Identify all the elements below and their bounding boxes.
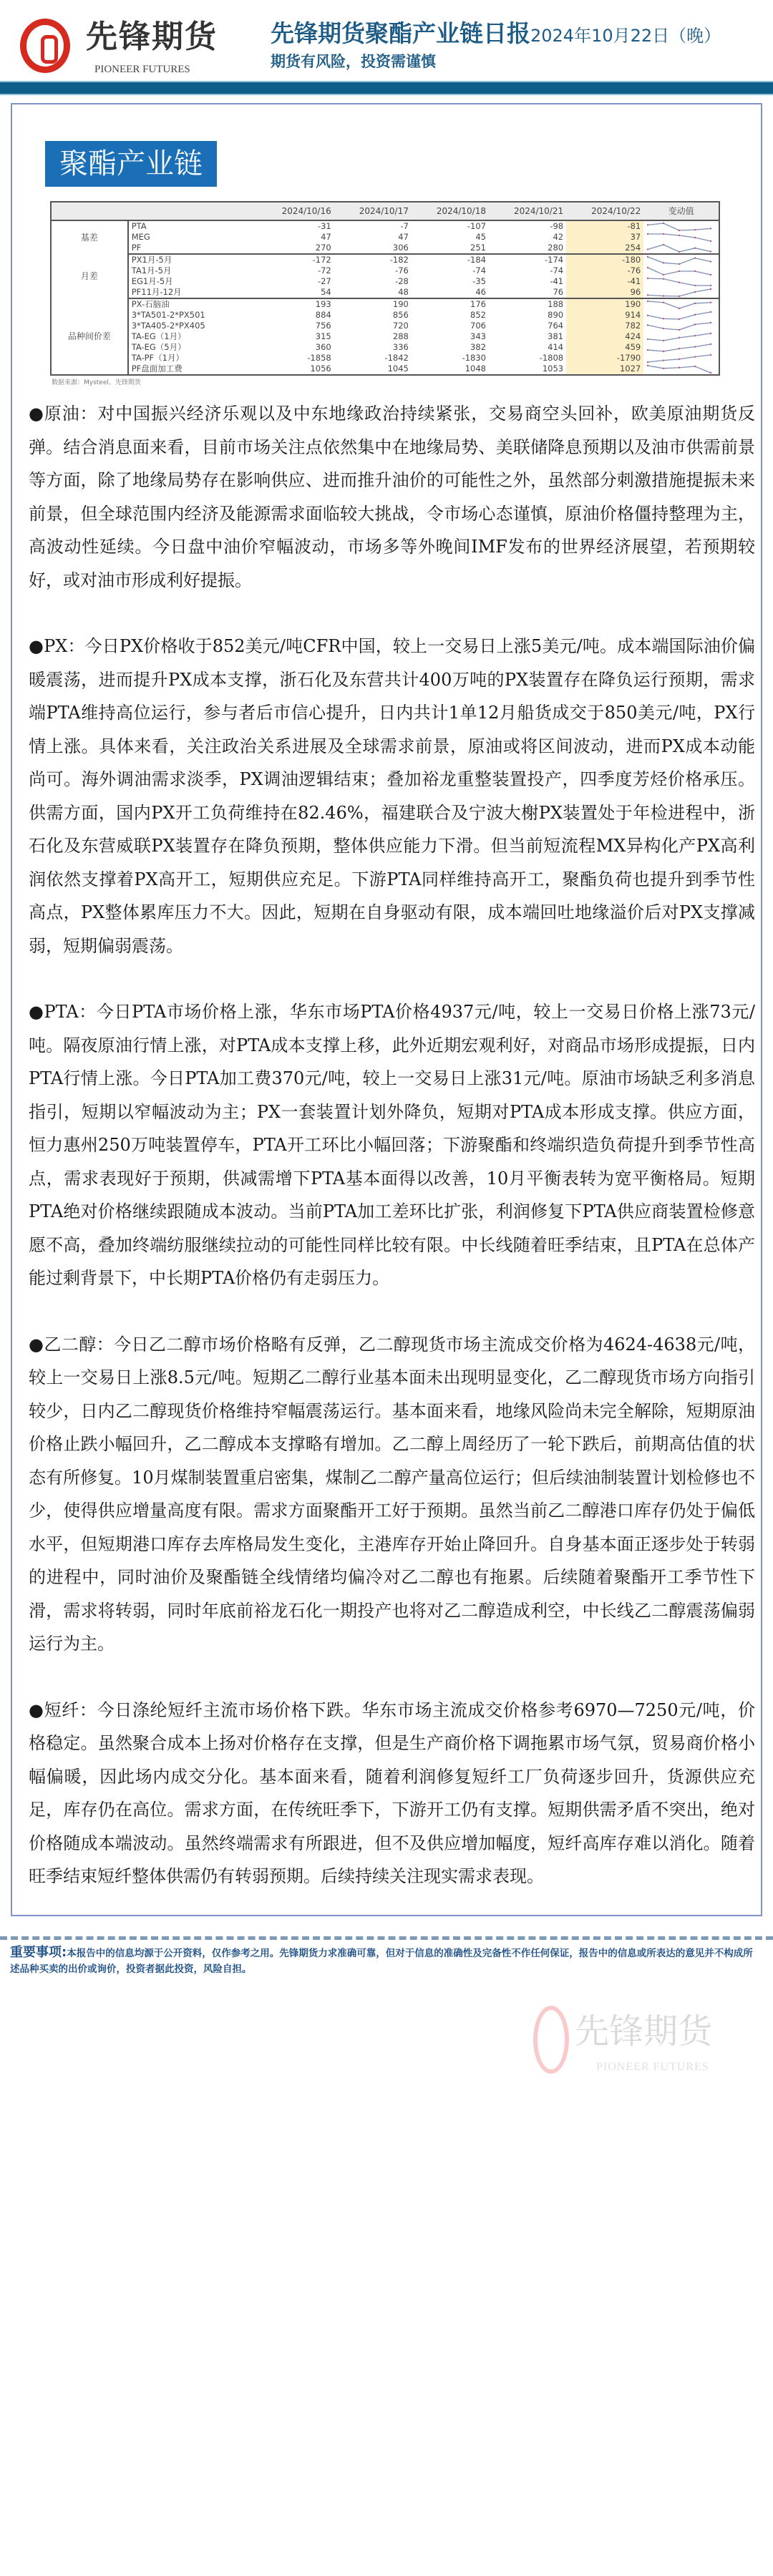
logo-emblem-icon [20,19,70,73]
table-row [51,331,719,342]
sparkline-point [647,277,648,278]
column-header-change: 变动值 [643,202,719,220]
cell-value: -107 [467,221,486,231]
sparkline [643,353,715,364]
sparkline-point [679,348,680,349]
sparkline-point [679,318,680,319]
cell-value: -1842 [384,353,409,363]
report-title-text: 先锋期货聚酯产业链日报 [271,19,530,47]
sparkline-cell [643,310,719,321]
table-row [51,364,719,375]
sparkline [643,266,715,276]
sparkline-cell [643,342,719,353]
sparkline-cell [643,276,719,287]
cell-value: 47 [398,232,409,242]
row-item-label: 3*TA501-2*PX501 [131,310,205,320]
cell-value: -74 [550,265,564,275]
sparkline-point [710,250,711,252]
cell-value: 764 [548,321,564,331]
sparkline-point [710,228,711,229]
sparkline-point [710,332,711,333]
row-group-label: 品种间价差 [51,298,128,375]
cell-value: 251 [412,243,489,254]
sparkline-line [648,223,711,230]
sparkline-point [694,247,696,248]
column-header-date: 2024/10/17 [334,202,412,220]
cell-value: 1056 [257,364,334,375]
cell-value: 42 [553,232,564,242]
sparkline-cell [643,232,719,243]
logo-watermark [533,2006,755,2099]
sparkline-point [679,328,680,330]
sparkline-point [710,273,711,275]
sparkline [643,343,715,353]
row-item-label: MEG [131,232,150,242]
cell-value: -184 [467,255,486,265]
cell-value: -1858 [307,353,331,363]
table-row [51,298,719,310]
sparkline-point [679,336,680,338]
cell-value: 381 [548,331,564,341]
sparkline-point [663,359,664,361]
watermark-chinese-name: 先锋期货 [575,2011,713,2051]
row-item-label: PF [128,243,257,254]
sparkline-point [647,364,648,366]
cell-value: -98 [550,221,564,231]
logo-chinese-name: 先锋期货 [86,19,218,55]
sparkline-point [647,348,648,350]
cell-value: -76 [395,265,409,275]
table-row [51,254,719,265]
cell-value: 288 [392,331,409,341]
sparkline-point [647,255,648,257]
disclaimer-text: 本报告中的信息均源于公开资料，仅作参考之用。先锋期货力求准确可靠，但对于信息的准确性及完备性不作任何保证，报告中的信息或所表达的意见并不构成所述品种买卖的出价或询价，投资者据此投资，风险自担。 [10,1947,753,1975]
cell-value: 1027 [566,364,643,375]
content-panel [11,103,762,1916]
cell-value: -41 [550,276,564,286]
cell-value: 315 [315,331,331,341]
sparkline-cell [643,220,719,232]
cell-value: 190 [392,299,409,309]
sparkline [643,321,715,331]
cell-value: -76 [566,265,643,276]
cell-value: -7 [400,221,409,231]
cell-value: -182 [389,255,409,265]
cell-value: -74 [472,265,486,275]
sparkline [643,277,715,287]
pioneer-futures-logo [20,13,235,77]
row-item-label: PF11月-12月 [128,287,257,298]
sparkline-cell [643,331,719,342]
cell-value: 856 [392,310,409,320]
sparkline-point [710,311,711,312]
cell-value: 884 [315,310,331,320]
sparkline-point [679,366,680,368]
sparkline-point [694,257,696,258]
sparkline-point [663,243,664,245]
sparkline-point [663,367,664,369]
cell-value: 280 [489,243,566,254]
paragraph-staple-fiber: ●短纤：今日涤纶短纤主流市场价格下跌。华东市场主流成交价格参考6970—7250元/吨，价格稳定。虽然聚合成本上扬对价格存在支撑，但是生产商价格下调拖累市场气氛，贸易商价格小幅偏暖，因此场内成交分化。基本面来看，随着利润修复短纤工厂负荷逐步回升，货源供应充足，库存仍在高位。需求方面，在传统旺季下，下游开工仍有支撑。短期供需矛盾不突出，绝对价格随成本端波动。虽然终端需求有所跟进，但不及供应增加幅度，短纤高库存难以消化。随着旺季结束短纤整体供需仍有转弱预期。后续持续关注现实需求表现。 [29,1699,755,1886]
sparkline-point [647,314,648,316]
cell-value: 336 [392,342,409,352]
row-item-label: PF盘面加工费 [128,364,257,375]
row-item-label: PX-石脑油 [131,299,170,309]
cell-value: 306 [334,243,412,254]
sparkline-point [710,284,711,286]
cell-value: 96 [566,287,643,298]
row-item-label: TA1月-5月 [131,265,172,275]
sparkline [643,233,715,243]
table-header-row [51,202,719,220]
cell-value: 382 [470,342,486,352]
cell-value: 1053 [489,364,566,375]
cell-value: 190 [566,298,643,310]
cell-value: -81 [566,220,643,232]
table-row [51,220,719,232]
sparkline-cell [643,353,719,364]
cell-value: -1808 [539,353,564,363]
cell-value: -180 [566,254,643,265]
sparkline-line [648,323,711,330]
cell-value: 1048 [412,364,489,375]
cell-value: 706 [470,321,486,331]
sparkline-point [679,307,680,308]
cell-value: 1045 [334,364,412,375]
row-item-label: 3*TA405-2*PX405 [131,321,205,331]
sparkline-point [679,295,680,296]
row-group-label: 基差 [51,220,128,254]
logo-english-name: PIONEER FUTURES [94,64,190,75]
sparkline-point [694,346,696,347]
cell-value: 47 [321,232,331,242]
sparkline-point [710,353,711,355]
table-row [51,310,719,321]
sparkline-point [694,313,696,315]
sparkline-point [679,234,680,235]
sparkline-point [710,240,711,241]
header-item-blank [128,202,257,220]
spread-table [50,201,720,376]
paragraph-crude-oil: ●原油：对中国振兴经济乐观以及中东地缘政治持续紧张，交易商空头回补，欧美原油期货反弹。结合消息面来看，目前市场关注点依然集中在地缘局势、美联储降息预期以及油市供需前景等方面，除了地缘局势存在影响供应、进而推升油价的可能性之外，虽然部分刺激措施提振未来前景，但全球范围内经济及能源需求面临较大挑战，令市场心态谨慎，原油价格僵持整理为主，高波动性延续。今日盘中油价窄幅波动，市场多等外晚间IMF发布的世界经济展望，若预期较好，或对油市形成利好提振。 [29,404,755,590]
sparkline-point [710,371,711,373]
row-group-label: 月差 [51,254,128,298]
cell-value: -27 [317,276,331,286]
row-item-label: TA-PF（1月） [131,353,184,363]
cell-value: 48 [334,287,412,298]
sparkline-point [647,233,648,234]
sparkline-point [694,356,696,357]
cell-value: -172 [312,255,331,265]
sparkline-cell [643,265,719,276]
table-row [51,353,719,364]
column-header-date: 2024/10/22 [566,202,643,220]
sparkline [643,332,715,342]
sparkline-point [710,321,711,323]
row-item-label: TA-EG（5月） [131,342,186,352]
sparkline-line [648,301,711,308]
table-row [51,287,719,298]
sparkline-point [663,339,664,341]
cell-value: 270 [257,243,334,254]
section-title: 聚酯产业链 [45,141,217,187]
sparkline-point [647,248,648,250]
sparkline-line [648,344,711,351]
sparkline-cell [643,364,719,375]
cell-value: 343 [470,331,486,341]
sparkline [643,288,715,298]
cell-value: 414 [548,342,564,352]
column-header-date: 2024/10/21 [489,202,566,220]
sparkline-point [694,236,696,238]
sparkline-point [663,301,664,303]
sparkline-point [694,228,696,230]
cell-value: 37 [566,232,643,243]
cell-value: -41 [566,276,643,287]
sparkline-line [648,257,711,264]
sparkline-point [647,266,648,268]
sparkline-point [663,262,664,263]
cell-value: -72 [317,265,331,275]
cell-value: 45 [475,232,486,242]
watermark-english-name: PIONEER FUTURES [596,2060,709,2073]
footer-divider [0,1936,773,1940]
table-row [51,321,719,331]
header-group-blank [51,202,128,220]
cell-value: -1790 [566,353,643,364]
cell-value: 360 [315,342,331,352]
sparkline-point [663,222,664,223]
cell-value: -35 [472,276,486,286]
cell-value: 188 [548,299,564,309]
spread-table-wrapper [50,201,761,376]
cell-value: 756 [315,321,331,331]
sparkline-point [694,302,696,303]
sparkline-point [663,350,664,351]
sparkline-point [710,260,711,262]
sparkline-line [648,312,711,319]
sparkline-point [679,263,680,264]
cell-value: -174 [545,255,564,265]
sparkline-point [663,278,664,279]
disclaimer-lead: 重要事项: [10,1944,67,1960]
sparkline-point [663,327,664,328]
sparkline-point [679,281,680,283]
table-row [51,276,719,287]
cell-value: -28 [395,276,409,286]
sparkline-point [647,224,648,225]
sparkline-cell [643,243,719,254]
sparkline [643,364,715,374]
cell-value: 720 [392,321,409,331]
sparkline [643,243,715,253]
row-item-label: TA-EG（1月） [131,331,186,341]
row-item-label: EG1月-5月 [131,276,173,286]
table-body [51,220,719,375]
paragraph-meg: ●乙二醇：今日乙二醇市场价格略有反弹，乙二醇现货市场主流成交价格为4624-4638元/吨，较上一交易日上涨8.5元/吨。短期乙二醇行业基本面未出现明显变化，乙二醇现货市场方向指引较少，日内乙二醇现货价格维持窄幅震荡运行。基本面来看，地缘风险尚未完全解除，短期原油价格止跌小幅回升，乙二醇成本支撑略有增加。乙二醇上周经历了一轮下跌后，前期高估值的状态有所修复。10月煤制装置重启密集，煤制乙二醇产量高位运行；但后续油制装置计划检修也不少，使得供应增量高度有限。需求方面聚酯开工好于预期。虽然当前乙二醇港口库存仍处于偏低水平，但短期港口库存去库格局发生变化，主港库存开始止降回升。自身基本面正逐步处于转弱的进程中，同时油价及聚酯链全线情绪均偏冷对乙二醇也有拖累。后续随着聚酯开工季节性下滑，需求将转弱，同时年底前裕龙石化一期投产也将对乙二醇造成利空，中长线乙二醇震荡偏弱运行为主。 [29,1334,755,1654]
sparkline-point [679,270,680,271]
row-item-label: PX1月-5月 [131,255,172,265]
risk-warning: 期货有风险，投资需谨慎 [271,53,436,70]
paragraph-px: ●PX：今日PX价格收于852美元/吨CFR中国，较上一交易日上涨5美元/吨。成本端国际油价偏暖震荡，进而提升PX成本支撑，浙石化及东营共计400万吨的PX装置存在降负运行预期，需求端PTA维持高位运行，参与者后市信心提升，日内共计1单12月船货成交于850美元/吨，PX行情上涨。具体来看，关注政治关系进展及全球需求前景，原油或将区间波动，进而PX成本动能尚可。海外调油需求淡季，PX调油逻辑结束；叠加裕龙重整装置投产，四季度芳烃价格承压。供需方面，国内PX开工负荷维持在82.46%，福建联合及宁波大榭PX装置处于年检进程中，浙石化及东营威联PX装置存在降负预期，整体供应能力下滑。但当前短流程MX异构化产PX高利润依然支撑着PX高开工，短期供应充足。下游PTA同样维持高开工，聚酯负荷也提升到季节性高点，PX整体累库压力不大。因此，短期在自身驱动有限，成本端回吐地缘溢价后对PX支撑减弱，短期偏弱震荡。 [29,636,755,956]
cell-value: 76 [489,287,566,298]
sparkline-point [647,294,648,296]
cell-value: 193 [315,299,331,309]
sparkline-cell [643,254,719,265]
sparkline-point [647,324,648,326]
sparkline-line [648,245,711,252]
sparkline-cell [643,298,719,310]
table-row [51,243,719,254]
watermark-emblem-icon [533,2006,569,2074]
sparkline-point [647,338,648,339]
report-title [271,19,721,51]
cell-value: 176 [470,299,486,309]
sparkline-line [648,289,711,296]
row-item-label: PTA [131,221,147,231]
paragraph-pta: ●PTA：今日PTA市场价格上涨，华东市场PTA价格4937元/吨，较上一交易日价格上涨73元/吨。隔夜原油行情上涨，对PTA成本支撑上移，此外近期宏观利好，对商品市场形成提振，日内PTA行情上涨。今日PTA加工费370元/吨，较上一交易日上涨31元/吨。原油市场缺乏利多消息指引，短期以窄幅波动为主；PX一套装置计划外降负，短期对PTA成本形成支撑。供应方面，恒力惠州250万吨装置停车，PTA开工环比小幅回落；下游聚酯和终端织造负荷提升到季节性高点，需求表现好于预期，供减需增下PTA基本面得以改善，10月平衡表转为宽平衡格局。短期PTA绝对价格继续跟随成本波动。当前PTA加工差环比扩张，利润修复下PTA供应商装置检修意愿不高，叠加终端纺服继续拉动的可能性同样比较有限。中长线随着旺季结束，且PTA在总体产能过剩背景下，中长期PTA价格仍有走弱压力。 [29,1002,755,1288]
cell-value: 890 [548,310,564,320]
sparkline [643,255,715,265]
sparkline-point [694,334,696,336]
sparkline-point [663,318,664,319]
sparkline-point [694,323,696,325]
sparkline-point [679,229,680,230]
table-row [51,232,719,243]
sparkline-point [694,270,696,271]
sparkline-point [679,250,680,252]
sparkline-point [647,361,648,362]
sparkline-point [647,300,648,301]
cell-value: -31 [317,221,331,231]
cell-value: 782 [566,321,643,331]
sparkline-point [663,273,664,275]
sparkline-point [663,233,664,234]
sparkline-point [694,284,696,286]
sparkline-line [648,366,711,373]
sparkline-point [679,358,680,359]
report-header [0,0,773,79]
cell-value: -1830 [462,353,486,363]
sparkline-point [710,288,711,289]
cell-value: 459 [566,342,643,353]
sparkline-point [710,301,711,303]
disclaimer [10,1945,762,1977]
column-header-date: 2024/10/16 [257,202,334,220]
sparkline-cell [643,321,719,331]
sparkline-point [710,343,711,344]
cell-value: 254 [566,243,643,254]
sparkline-point [694,291,696,292]
sparkline-point [694,365,696,366]
cell-value: 852 [470,310,486,320]
data-source-note: 数据来源：Mysteel、先锋期货 [52,379,141,386]
cell-value: 46 [412,287,489,298]
cell-value: 914 [566,310,643,321]
header-divider-bar [0,81,773,95]
sparkline [643,222,715,232]
sparkline-point [663,295,664,296]
column-header-date: 2024/10/18 [412,202,489,220]
table-row [51,342,719,353]
cell-value: 54 [257,287,334,298]
table-row [51,265,719,276]
sparkline-cell [643,287,719,298]
cell-value: 424 [566,331,643,342]
sparkline [643,300,715,310]
report-date: 2024年10月22日（晚） [530,26,721,46]
sparkline [643,311,715,321]
